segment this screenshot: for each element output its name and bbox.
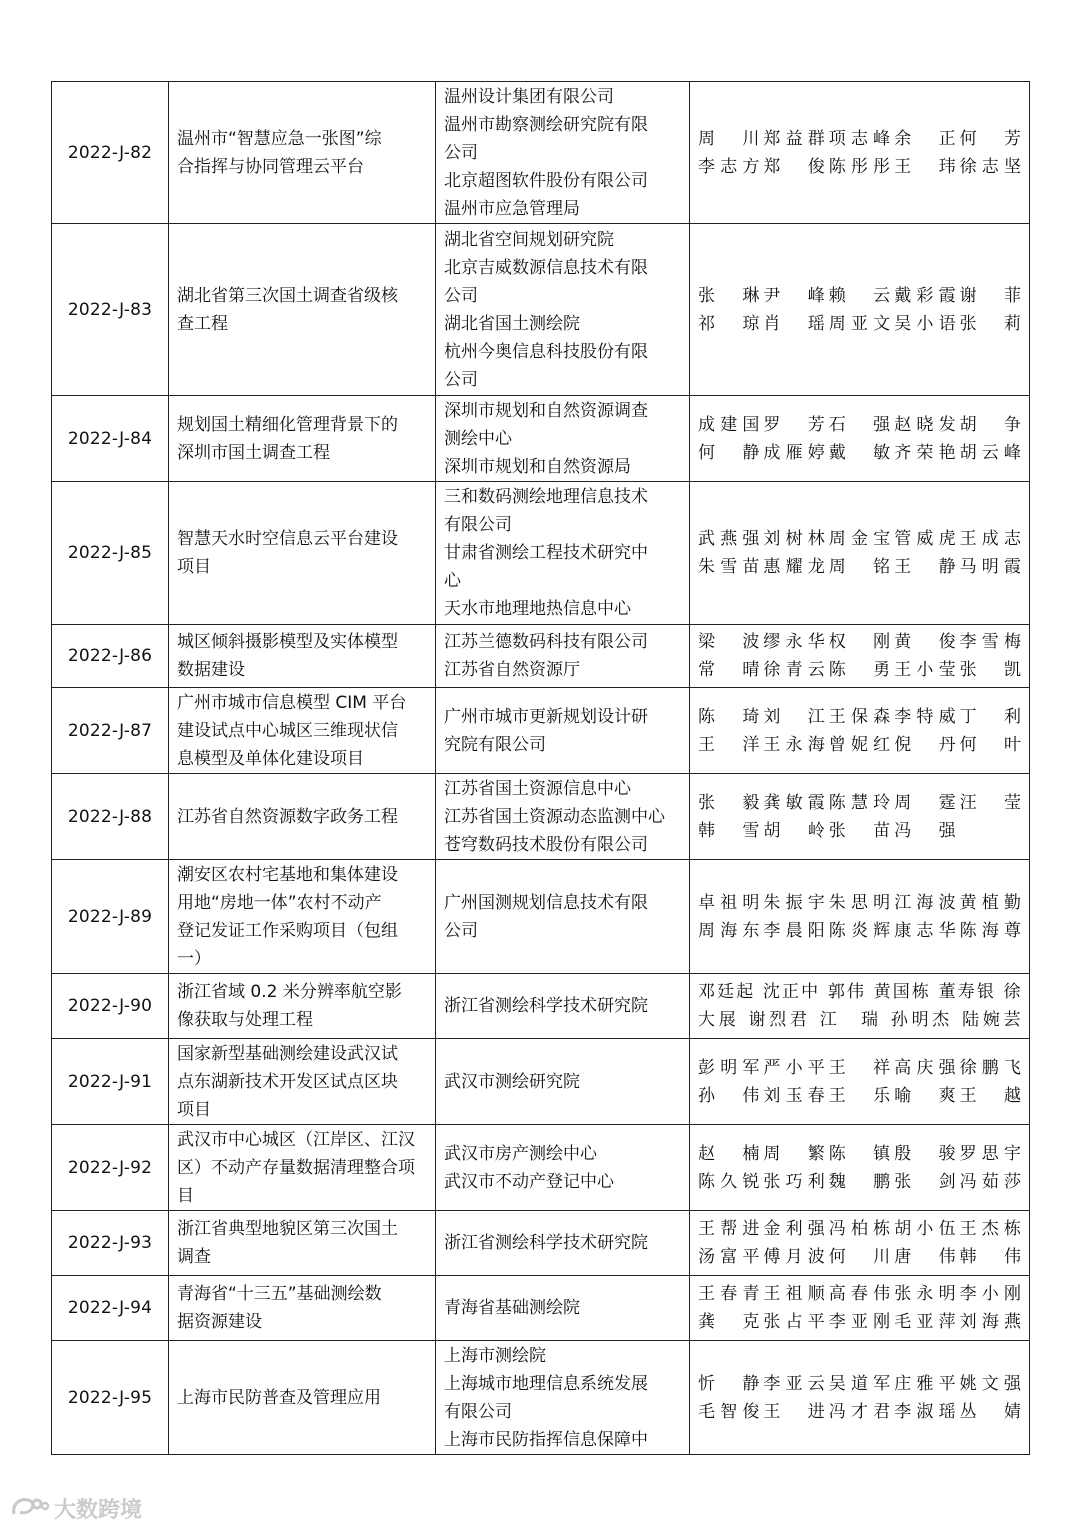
awards-table-body [52, 82, 1030, 1455]
participant-name: 龚敏霞 [763, 792, 825, 813]
participant-list [698, 1140, 1021, 1196]
organizations [436, 860, 690, 974]
participant-name: 齐荣艳 [894, 442, 956, 463]
project-code: 2022-J-86 [52, 625, 169, 688]
organizations [436, 1276, 690, 1341]
participants [690, 774, 1030, 860]
participant-list [698, 978, 1021, 1034]
participant-name: 孙 伟 [698, 1085, 760, 1106]
participant-name: 胡 争 [959, 414, 1021, 435]
participant-name: 谢 菲 [959, 285, 1021, 306]
participant-name: 王祖顺 [763, 1284, 825, 1304]
participant-name: 冯 强 [894, 820, 956, 841]
participant-name: 王小莹 [894, 660, 956, 680]
participant-name: 马明霞 [959, 557, 1021, 577]
participant-name: 周亚文 [828, 313, 891, 334]
participant-name: 汤富平 [698, 1247, 760, 1267]
participant-name: 庄雅平 [894, 1373, 956, 1394]
participants [690, 860, 1030, 974]
participant-name: 徐志坚 [959, 156, 1021, 177]
participant-name: 周 霆 [894, 792, 956, 813]
watermark [10, 1493, 142, 1523]
participant-name: 何 川 [828, 1247, 891, 1267]
participant-name: 吴小语 [894, 313, 956, 334]
table-row [52, 82, 1030, 224]
project-name [169, 774, 436, 860]
participant-name: 李志方 [698, 156, 760, 177]
participant-name: 王帮进 [698, 1219, 760, 1239]
organizations [436, 774, 690, 860]
participant-name: 罗 芳 [763, 414, 825, 435]
table-row [52, 482, 1030, 625]
participant-name: 高庆强 [894, 1057, 956, 1078]
participant-name: 朱思明 [828, 892, 891, 913]
project-name-line: 城区倾斜摄影模型及实体模型 [177, 632, 398, 652]
participant-name: 毛亚萍 [894, 1312, 956, 1332]
table-row [52, 224, 1030, 396]
project-code: 2022-J-88 [52, 774, 169, 860]
participant-name: 朱振宇 [763, 892, 825, 913]
organization-line: 温州市应急管理局 [444, 198, 580, 219]
participant-name: 朱雪苗 [698, 557, 760, 577]
organizations [436, 1125, 690, 1211]
participant-name: 李晨阳 [763, 920, 825, 941]
project-name-line: 国家新型基础测绘建设武汉试 [177, 1043, 398, 1064]
participants [690, 1039, 1030, 1125]
participant-line: 邓廷起 沈正中 郭伟 黄国栋 董寿银 徐 [698, 982, 1021, 1002]
participants [690, 1341, 1030, 1455]
participant-name: 石 强 [828, 414, 891, 435]
table-row [52, 1211, 1030, 1276]
participants [690, 1125, 1030, 1211]
table-row [52, 774, 1030, 860]
participant-name: 王 越 [959, 1085, 1021, 1106]
participant-name: 赖 云 [828, 285, 891, 306]
participant-name: 张占平 [763, 1312, 825, 1332]
participant-name: 戴 敏 [828, 442, 891, 463]
organizations [436, 1211, 690, 1276]
organizations [436, 224, 690, 396]
project-name-line: 浙江省域 0.2 米分辨率航空影 [177, 982, 402, 1002]
organization-line: 有限公司 [444, 515, 512, 535]
organization-line: 北京超图软件股份有限公司 [444, 170, 648, 191]
project-name-line: 区）不动产存量数据清理整合项 [177, 1157, 415, 1178]
participant-name: 尹 峰 [763, 285, 825, 306]
awards-table [51, 81, 1030, 1455]
project-code: 2022-J-85 [52, 482, 169, 625]
participant-name: 刘树林 [763, 529, 825, 549]
participant-name: 姚文强 [959, 1373, 1021, 1394]
participant-name: 陈 镇 [828, 1143, 891, 1164]
project-name-line: 湖北省第三次国土调查省级核 [177, 285, 398, 306]
project-name-line: 上海市民防普查及管理应用 [177, 1387, 381, 1408]
participant-name: 徐鹏飞 [959, 1057, 1021, 1078]
project-code: 2022-J-82 [52, 82, 169, 224]
project-name-line: 用地“房地一体”农村不动产 [177, 892, 382, 913]
participant-name: 汪 莹 [959, 792, 1021, 813]
participant-list [698, 703, 1021, 759]
organization-line: 天水市地理地热信息中心 [444, 599, 631, 619]
project-name-line: 数据建设 [177, 660, 245, 680]
participant-name: 祁 琼 [698, 313, 760, 334]
participant-name: 李淑瑶 [894, 1401, 956, 1422]
project-code: 2022-J-83 [52, 224, 169, 396]
participant-name: 刘海燕 [959, 1312, 1021, 1332]
logo-icon [10, 1494, 50, 1522]
organization-line: 上海城市地理信息系统发展 [444, 1373, 648, 1394]
participant-name: 江海波 [894, 892, 956, 913]
participant-name: 周 繁 [763, 1143, 825, 1164]
participant-name: 王春青 [698, 1284, 760, 1304]
participant-name: 李雪梅 [959, 632, 1021, 652]
organization-line: 公司 [444, 920, 478, 941]
organization-line: 浙江省测绘科学技术研究院 [444, 996, 648, 1016]
project-name-line: 息模型及单体化建设项目 [177, 748, 364, 769]
participant-list [698, 1215, 1021, 1271]
participant-name: 肖 瑶 [763, 313, 825, 334]
participant-name: 彭明军 [698, 1057, 760, 1078]
organization-line: 测绘中心 [444, 428, 512, 449]
participant-name: 冯茹莎 [959, 1171, 1021, 1192]
participant-name: 惠耀龙 [763, 557, 825, 577]
participant-name: 金利强 [763, 1219, 825, 1239]
participants [690, 625, 1030, 688]
organization-line: 究院有限公司 [444, 734, 546, 755]
participants [690, 974, 1030, 1039]
organization-line: 苍穹数码技术股份有限公司 [444, 834, 648, 855]
participant-name: 王 静 [894, 557, 956, 577]
organization-line: 江苏兰德数码科技有限公司 [444, 632, 648, 652]
participant-name: 陈慧玲 [828, 792, 891, 813]
project-name [169, 1039, 436, 1125]
participant-name: 戴彩霞 [894, 285, 956, 306]
participant-name: 唐 伟 [894, 1247, 956, 1267]
participant-name: 郑益群 [763, 128, 825, 149]
project-code: 2022-J-87 [52, 688, 169, 774]
participant-name: 胡云峰 [959, 442, 1021, 463]
participant-name: 倪 丹 [894, 734, 956, 755]
project-code: 2022-J-90 [52, 974, 169, 1039]
participant-name: 张巧利 [763, 1171, 825, 1192]
participant-name: 魏 鹏 [828, 1171, 891, 1192]
project-name-line: 武汉市中心城区（江岸区、江汉 [177, 1129, 415, 1150]
participant-name: 张 莉 [959, 313, 1021, 334]
table-row [52, 860, 1030, 974]
project-code: 2022-J-84 [52, 396, 169, 482]
project-code: 2022-J-92 [52, 1125, 169, 1211]
project-code: 2022-J-95 [52, 1341, 169, 1455]
organization-line: 广州国测规划信息技术有限 [444, 892, 648, 913]
project-name-line: 浙江省典型地貌区第三次国土 [177, 1219, 398, 1239]
table-row [52, 1341, 1030, 1455]
participant-name: 忻 静 [698, 1373, 760, 1394]
participant-name: 武燕强 [698, 529, 760, 549]
participant-name: 陈海尊 [959, 920, 1021, 941]
organizations [436, 974, 690, 1039]
organization-line: 江苏省国土资源信息中心 [444, 778, 631, 799]
participant-name: 李亚云 [763, 1373, 825, 1394]
participant-name: 管威虎 [894, 529, 956, 549]
participant-list [698, 1280, 1021, 1336]
organizations [436, 396, 690, 482]
organizations [436, 625, 690, 688]
participants [690, 482, 1030, 625]
organizations [436, 688, 690, 774]
participant-name: 王 进 [763, 1401, 825, 1422]
participant-list [698, 411, 1021, 467]
project-code: 2022-J-93 [52, 1211, 169, 1276]
participant-name: 殷 骏 [894, 1143, 956, 1164]
organization-line: 深圳市规划和自然资源局 [444, 456, 631, 477]
organization-line: 有限公司 [444, 1401, 512, 1422]
organizations [436, 1039, 690, 1125]
project-name-line: 一） [177, 948, 211, 969]
project-name-line: 调查 [177, 1247, 211, 1267]
participant-name: 周 铭 [828, 557, 891, 577]
organization-line: 公司 [444, 142, 478, 163]
participant-name: 余 正 [894, 128, 956, 149]
participant-name: 王 玮 [894, 156, 956, 177]
participant-line: 大展 谢烈君 江 瑞 孙明杰 陆婉芸 [698, 1010, 1021, 1030]
participant-name: 张 凯 [959, 660, 1021, 680]
participant-name: 王成志 [959, 529, 1021, 549]
table-row [52, 625, 1030, 688]
organization-line: 江苏省国土资源动态监测中心 [444, 806, 665, 827]
participant-name: 韩 伟 [959, 1247, 1021, 1267]
participant-name: 何 静 [698, 442, 760, 463]
participant-name: 王保森 [828, 706, 891, 727]
project-name [169, 625, 436, 688]
participant-name: 何 芳 [959, 128, 1021, 149]
organization-line: 上海市测绘院 [444, 1345, 546, 1366]
project-name [169, 688, 436, 774]
participant-name: 冯柏栋 [828, 1219, 891, 1239]
organization-line: 青海省基础测绘院 [444, 1298, 580, 1318]
participant-name: 陈久锐 [698, 1171, 760, 1192]
participant-name: 张 剑 [894, 1171, 956, 1192]
participant-name: 王 乐 [828, 1085, 891, 1106]
organization-line: 江苏省自然资源厅 [444, 660, 580, 680]
participant-name: 成雁婷 [763, 442, 825, 463]
participant-name: 成建国 [698, 414, 760, 435]
project-name [169, 1211, 436, 1276]
participant-name: 龚 克 [698, 1312, 760, 1332]
participant-name: 毛智俊 [698, 1401, 760, 1422]
participant-name: 周金宝 [828, 529, 891, 549]
organization-line: 武汉市测绘研究院 [444, 1071, 580, 1092]
participant-name: 陈 勇 [828, 660, 891, 680]
organizations [436, 482, 690, 625]
table-row [52, 1039, 1030, 1125]
participant-name: 陈彤彤 [828, 156, 891, 177]
participant-name: 郑 俊 [763, 156, 825, 177]
participants [690, 1211, 1030, 1276]
participant-name: 张永明 [894, 1284, 956, 1304]
participant-name: 缪永华 [763, 632, 825, 652]
participant-list [698, 1370, 1021, 1426]
project-name-line: 据资源建设 [177, 1312, 262, 1332]
participant-name: 张 苗 [828, 820, 891, 841]
participant-list [698, 282, 1021, 338]
project-name [169, 224, 436, 396]
organization-line: 心 [444, 571, 461, 591]
project-name-line: 温州市“智慧应急一张图”综 [177, 128, 382, 149]
participants [690, 396, 1030, 482]
organization-line: 三和数码测绘地理信息技术 [444, 487, 648, 507]
project-name [169, 974, 436, 1039]
project-name [169, 482, 436, 625]
project-name-line: 点东湖新技术开发区试点区块 [177, 1071, 398, 1092]
table-row [52, 396, 1030, 482]
participant-name: 王永海 [763, 734, 825, 755]
participant-name: 韩 雪 [698, 820, 760, 841]
project-name [169, 396, 436, 482]
project-name-line: 目 [177, 1185, 194, 1206]
table-row [52, 688, 1030, 774]
table-row [52, 974, 1030, 1039]
watermark-text: 大数跨境 [54, 1497, 143, 1523]
project-name-line: 查工程 [177, 313, 228, 334]
project-name-line: 建设试点中心城区三维现状信 [177, 720, 398, 741]
participant-list [698, 525, 1021, 581]
participant-name: 严小平 [763, 1057, 825, 1078]
participant-name: 康志华 [894, 920, 956, 941]
participant-list [698, 889, 1021, 945]
participant-name: 吴道军 [828, 1373, 891, 1394]
project-name [169, 82, 436, 224]
participant-name: 梁 波 [698, 632, 760, 652]
project-name-line: 潮安区农村宅基地和集体建设 [177, 864, 398, 885]
project-code: 2022-J-94 [52, 1276, 169, 1341]
participant-name: 高春伟 [828, 1284, 891, 1304]
organization-line: 北京吉威数源信息技术有限 [444, 257, 648, 278]
organization-line: 湖北省国土测绘院 [444, 313, 580, 334]
participant-name: 卓祖明 [698, 892, 760, 913]
participant-name: 丛 婧 [959, 1401, 1021, 1422]
project-name-line: 深圳市国土调查工程 [177, 442, 330, 463]
project-name-line: 江苏省自然资源数字政务工程 [177, 806, 398, 827]
participant-list [698, 1054, 1021, 1110]
project-code: 2022-J-91 [52, 1039, 169, 1125]
organization-line: 温州市勘察测绘研究院有限 [444, 114, 648, 135]
project-name-line: 青海省“十三五”基础测绘数 [177, 1284, 382, 1304]
participant-name: 黄植勤 [959, 892, 1021, 913]
organization-line: 浙江省测绘科学技术研究院 [444, 1233, 648, 1253]
organization-line: 深圳市规划和自然资源调查 [444, 400, 648, 421]
participant-name: 常 晴 [698, 660, 760, 680]
participant-name: 丁 利 [959, 706, 1021, 727]
participant-name: 赵 楠 [698, 1143, 760, 1164]
table-row [52, 1125, 1030, 1211]
participants [690, 688, 1030, 774]
participant-name: 曾妮红 [828, 734, 891, 755]
project-name-line: 项目 [177, 557, 211, 577]
participant-name: 李特威 [894, 706, 956, 727]
organization-line: 武汉市不动产登记中心 [444, 1171, 614, 1192]
project-name [169, 860, 436, 974]
project-name-line: 广州市城市信息模型 CIM 平台 [177, 692, 407, 713]
participants [690, 224, 1030, 396]
project-name-line: 像获取与处理工程 [177, 1010, 313, 1030]
participant-list [698, 628, 1021, 684]
organizations [436, 82, 690, 224]
participants [690, 1276, 1030, 1341]
organization-line: 广州市城市更新规划设计研 [444, 706, 648, 727]
participant-list [698, 789, 1021, 845]
organization-line: 上海市民防指挥信息保障中 [444, 1429, 648, 1450]
participant-name: 徐青云 [763, 660, 825, 680]
participant-name: 胡小伍 [894, 1219, 956, 1239]
participant-name: 何 叶 [959, 734, 1021, 755]
participant-name: 李亚刚 [828, 1312, 891, 1332]
participant-name: 王 洋 [698, 734, 760, 755]
project-name-line: 登记发证工作采购项目（包组 [177, 920, 398, 941]
participant-name: 黄 俊 [894, 632, 956, 652]
organization-line: 温州设计集团有限公司 [444, 86, 614, 107]
participant-name: 罗思宇 [959, 1143, 1021, 1164]
project-name-line: 智慧天水时空信息云平台建设 [177, 529, 398, 549]
participant-name: 陈炎辉 [828, 920, 891, 941]
participant-name: 冯才君 [828, 1401, 891, 1422]
table-row [52, 1276, 1030, 1341]
participants [690, 82, 1030, 224]
participant-name: 陈 琦 [698, 706, 760, 727]
participant-name: 权 刚 [828, 632, 891, 652]
organization-line: 公司 [444, 285, 478, 306]
participant-name: 李小刚 [959, 1284, 1021, 1304]
participant-name: 刘 江 [763, 706, 825, 727]
participant-name: 王杰栋 [959, 1219, 1021, 1239]
participant-name: 周 川 [698, 128, 760, 149]
project-name-line: 合指挥与协同管理云平台 [177, 156, 364, 177]
organization-line: 武汉市房产测绘中心 [444, 1143, 597, 1164]
project-code: 2022-J-89 [52, 860, 169, 974]
participant-name: 傅月波 [763, 1247, 825, 1267]
project-name [169, 1125, 436, 1211]
organization-line: 杭州今奥信息科技股份有限 [444, 341, 648, 362]
participant-name: 周海东 [698, 920, 760, 941]
organization-line: 湖北省空间规划研究院 [444, 229, 614, 250]
participant-list [698, 125, 1021, 181]
participant-name: 胡 岭 [763, 820, 825, 841]
organizations [436, 1341, 690, 1455]
participant-name: 张 毅 [698, 792, 760, 813]
project-name-line: 项目 [177, 1099, 211, 1120]
project-name [169, 1341, 436, 1455]
participant-name: 刘玉春 [763, 1085, 825, 1106]
organization-line: 甘肃省测绘工程技术研究中 [444, 543, 648, 563]
project-name [169, 1276, 436, 1341]
participant-name: 张 琳 [698, 285, 760, 306]
participant-name: 王 祥 [828, 1057, 891, 1078]
participant-name: 赵晓发 [894, 414, 956, 435]
participant-name: 项志峰 [828, 128, 891, 149]
project-name-line: 规划国土精细化管理背景下的 [177, 414, 398, 435]
organization-line: 公司 [444, 369, 478, 390]
participant-name: 喻 爽 [894, 1085, 956, 1106]
